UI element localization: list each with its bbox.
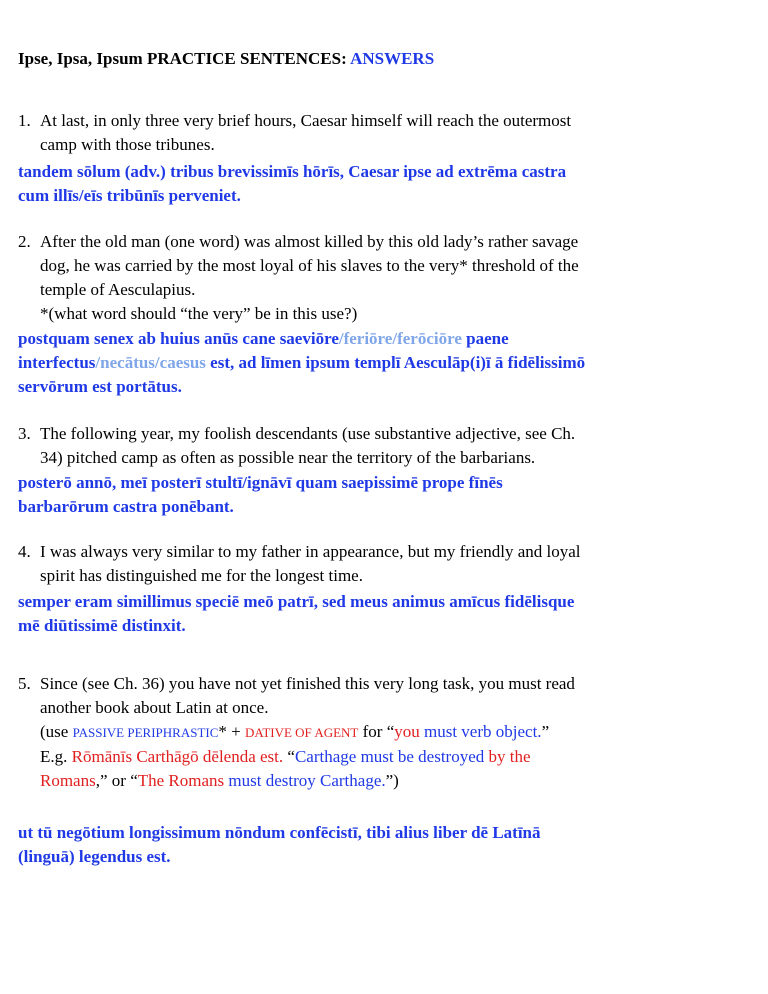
instruction-text: (use [40,722,73,741]
example-line [40,769,740,793]
question-line: *(what word should “the very” be in this use?) [40,304,358,323]
instruction-must: must verb object. [419,722,542,741]
answer-1 [18,160,758,208]
answer-alternatives: /necātus/caesus [95,353,206,372]
example-agent: Romans [40,771,96,790]
question-line: spirit has distinguished me for the longest time. [40,566,363,585]
instruction-text: for “ [358,722,395,741]
question-line: At last, in only three very brief hours, Caesar himself will reach the outermost [40,111,572,130]
example-text: ”) [385,771,399,790]
use-instruction [40,720,740,745]
answer-3 [18,471,758,519]
question-line: dog, he was carried by the most loyal of his slaves to the very* threshold of the [40,256,579,275]
question-number: 2. [18,232,31,251]
question-line: I was always very similar to my father in appearance, but my friendly and loyal [40,542,581,561]
answer-line [18,351,758,375]
example-agent: The Romans [137,771,225,790]
answer-line: servōrum est portātus. [18,377,182,396]
dative-of-agent-label: DATIVE OF AGENT [244,725,359,740]
example-text: ,” or “ [95,771,138,790]
answer-line: (linguā) legendus est. [18,847,171,866]
question-line: temple of Aesculapius. [40,280,196,299]
example-line [40,745,740,769]
question-number: 1. [18,111,31,130]
question-number: 3. [18,424,31,443]
question-line: Since (see Ch. 36) you have not yet finished this very long task, you must read [40,674,575,693]
answer-line: semper eram simillimus speciē meō patrī, sed meus animus amīcus fidēlisque [18,592,575,611]
title-answers: ANSWERS [350,49,435,68]
answer-alternatives: /feriōre/ferōciōre [338,329,462,348]
answer-line: barbarōrum castra ponēbant. [18,497,234,516]
instruction-you: you [394,722,420,741]
title-main: Ipse, Ipsa, Ipsum PRACTICE SENTENCES: [18,49,351,68]
answer-line: ut tū negōtium longissimum nōndum confēcistī, tibi alius liber dē Latīnā [18,823,541,842]
question-line: camp with those tribunes. [40,135,215,154]
question-line: After the old man (one word) was almost killed by this old lady’s rather savage [40,232,579,251]
answer-2 [18,327,758,399]
question-line: The following year, my foolish descendants (use substantive adjective, see Ch. [40,424,576,443]
answer-line: mē diūtissimē distinxit. [18,616,186,635]
example-text: “ [283,747,295,766]
answer-4 [18,590,758,638]
answer-line: tandem sōlum (adv.) tribus brevissimīs hōrīs, Caesar ipse ad extrēma castra [18,162,567,181]
passive-periphrastic-label: PASSIVE PERIPHRASTIC [72,725,219,740]
example-latin: Rōmānīs Carthāgō dēlenda est. [71,747,284,766]
example-agent: by the [488,747,531,766]
answer-5 [18,821,758,869]
answer-text: paene [461,329,509,348]
instruction-text: ” [541,722,550,741]
instruction-text: * + [218,722,245,741]
example-translation: Carthage must be destroyed [294,747,489,766]
example-translation: must destroy Carthage. [224,771,386,790]
example-text: E.g. [40,747,72,766]
page-title [18,49,434,69]
answer-text: est, ad līmen ipsum templī Aesculāp(i)ī ā fidēlissimō [205,353,586,372]
question-number: 4. [18,542,31,561]
question-number: 5. [18,674,31,693]
answer-line: posterō annō, meī posterī stultī/ignāvī quam saepissimē prope fīnēs [18,473,503,492]
answer-text: interfectus [18,353,96,372]
answer-line: cum illīs/eīs tribūnīs perveniet. [18,186,241,205]
answer-line [18,327,758,351]
question-line: another book about Latin at once. [40,698,269,717]
answer-text: postquam senex ab huius anūs cane saeviōre [18,329,339,348]
question-line: 34) pitched camp as often as possible near the territory of the barbarians. [40,448,536,467]
